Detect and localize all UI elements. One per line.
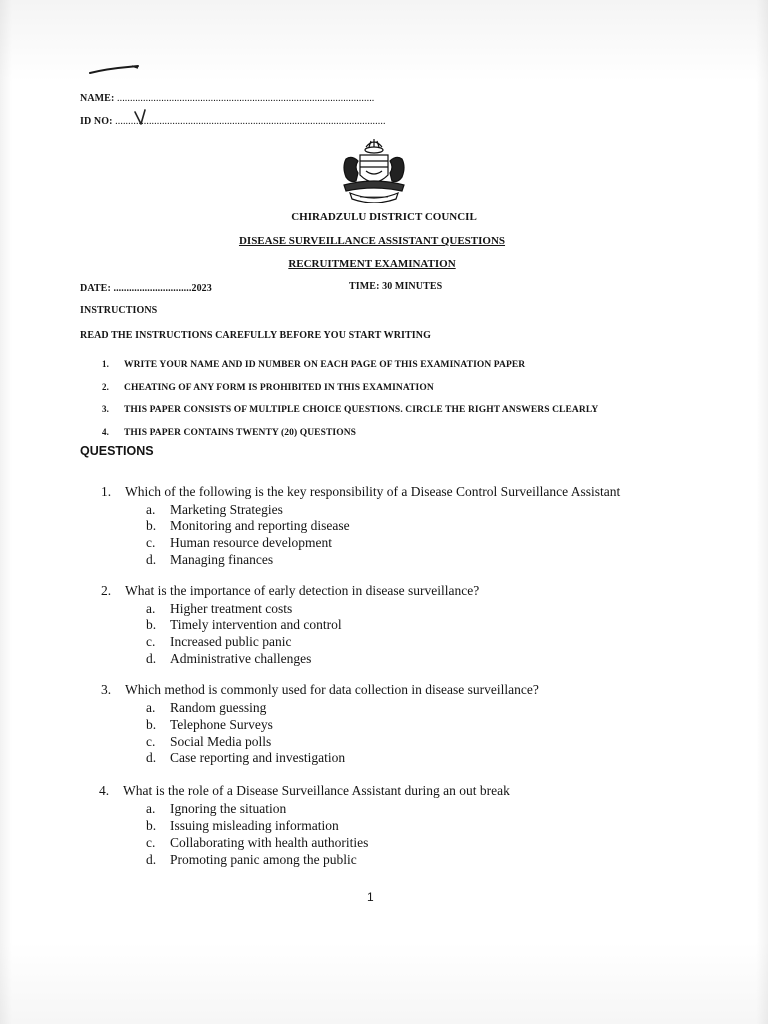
- option-text: Higher treatment costs: [170, 601, 293, 616]
- instructions-heading: INSTRUCTIONS: [80, 305, 158, 316]
- option-letter: d.: [146, 852, 157, 867]
- option-text: Marketing Strategies: [170, 502, 283, 517]
- questions-heading: QUESTIONS: [80, 444, 154, 458]
- page-edge-shadow-left: [0, 0, 12, 1024]
- question-number: 4.: [99, 783, 110, 798]
- option-letter: d.: [146, 552, 157, 567]
- id-field[interactable]: [80, 116, 386, 127]
- question-2: [101, 583, 479, 599]
- option-letter: c.: [146, 734, 156, 749]
- exam-title: RECRUITMENT EXAMINATION: [288, 258, 456, 270]
- id-label: ID NO:: [80, 116, 113, 127]
- option-letter: c.: [146, 634, 156, 649]
- option-letter: a.: [146, 700, 156, 715]
- date-value: ..............................2023: [113, 283, 212, 294]
- instruction-number: 2.: [102, 382, 109, 392]
- option-text: Monitoring and reporting disease: [170, 518, 350, 533]
- name-label: NAME:: [80, 93, 115, 104]
- option-letter: b.: [146, 617, 157, 632]
- option-letter: b.: [146, 818, 157, 833]
- option-4b[interactable]: [146, 818, 339, 834]
- option-text: Case reporting and investigation: [170, 750, 346, 765]
- option-letter: a.: [146, 502, 156, 517]
- option-text: Telephone Surveys: [170, 717, 273, 732]
- option-1d[interactable]: [146, 552, 273, 568]
- option-1c[interactable]: [146, 535, 332, 551]
- option-text: Human resource development: [170, 535, 332, 550]
- option-2d[interactable]: [146, 651, 311, 667]
- instructions-intro: READ THE INSTRUCTIONS CAREFULLY BEFORE YOU START WRITING: [80, 330, 431, 341]
- question-3: [101, 682, 539, 698]
- option-3b[interactable]: [146, 717, 273, 733]
- option-4d[interactable]: [146, 852, 357, 868]
- question-text: What is the role of a Disease Surveillance Assistant during an out break: [123, 783, 510, 798]
- option-3a[interactable]: [146, 700, 266, 716]
- instruction-item: [102, 399, 598, 417]
- council-title: CHIRADZULU DISTRICT COUNCIL: [291, 211, 477, 223]
- instruction-text: THIS PAPER CONTAINS TWENTY (20) QUESTIONS: [124, 428, 357, 438]
- option-3d[interactable]: [146, 750, 345, 766]
- option-letter: a.: [146, 601, 156, 616]
- option-letter: b.: [146, 717, 157, 732]
- option-2c[interactable]: [146, 634, 291, 650]
- question-number: 1.: [101, 484, 112, 499]
- instruction-item: [102, 354, 525, 372]
- option-letter: c.: [146, 835, 156, 850]
- option-letter: b.: [146, 518, 157, 533]
- question-4: [99, 783, 510, 799]
- subject-title: DISEASE SURVEILLANCE ASSISTANT QUESTIONS: [238, 235, 506, 247]
- instruction-text: CHEATING OF ANY FORM IS PROHIBITED IN THIS EXAMINATION: [124, 383, 434, 393]
- option-letter: d.: [146, 750, 157, 765]
- option-text: Collaborating with health authorities: [170, 835, 369, 850]
- option-text: Ignoring the situation: [170, 801, 287, 816]
- option-1a[interactable]: [146, 502, 283, 518]
- option-text: Managing finances: [170, 552, 274, 567]
- option-2a[interactable]: [146, 601, 292, 617]
- option-1b[interactable]: [146, 518, 350, 534]
- option-4a[interactable]: [146, 801, 286, 817]
- option-text: Timely intervention and control: [170, 617, 342, 632]
- option-text: Random guessing: [170, 700, 267, 715]
- instruction-text: WRITE YOUR NAME AND ID NUMBER ON EACH PAGE OF THIS EXAMINATION PAPER: [124, 360, 526, 370]
- instruction-item: [102, 377, 434, 395]
- option-letter: a.: [146, 801, 156, 816]
- option-text: Promoting panic among the public: [170, 852, 357, 867]
- time-allowed: TIME: 30 MINUTES: [349, 281, 443, 292]
- option-letter: d.: [146, 651, 157, 666]
- page-edge-shadow-right: [756, 0, 768, 1024]
- question-1: [101, 484, 620, 500]
- question-text: Which method is commonly used for data collection in disease surveillance?: [125, 682, 539, 697]
- id-dots: ........................................................................................................: [115, 116, 386, 127]
- instruction-text: THIS PAPER CONSISTS OF MULTIPLE CHOICE QUESTIONS. CIRCLE THE RIGHT ANSWERS CLEARLY: [124, 405, 599, 415]
- instruction-number: 4.: [102, 427, 109, 437]
- page-number: 1: [367, 890, 374, 904]
- name-dots: ...................................................................................................: [117, 93, 375, 104]
- option-3c[interactable]: [146, 734, 271, 750]
- question-number: 2.: [101, 583, 112, 598]
- coat-of-arms-icon: [336, 137, 412, 203]
- option-letter: c.: [146, 535, 156, 550]
- option-text: Administrative challenges: [170, 651, 312, 666]
- instruction-item: [102, 422, 356, 440]
- option-4c[interactable]: [146, 835, 368, 851]
- question-number: 3.: [101, 682, 112, 697]
- option-2b[interactable]: [146, 617, 342, 633]
- question-text: What is the importance of early detection in disease surveillance?: [125, 583, 480, 598]
- date-field: [80, 283, 212, 294]
- option-text: Increased public panic: [170, 634, 292, 649]
- date-label: DATE:: [80, 283, 111, 294]
- question-text: Which of the following is the key responsibility of a Disease Control Surveillance Assistant: [125, 484, 621, 499]
- name-field[interactable]: [80, 93, 374, 104]
- instruction-number: 3.: [102, 404, 109, 414]
- pen-scribble-icon: [88, 62, 144, 76]
- option-text: Social Media polls: [170, 734, 272, 749]
- option-text: Issuing misleading information: [170, 818, 339, 833]
- handwritten-tick-icon: [133, 108, 151, 128]
- instruction-number: 1.: [102, 359, 109, 369]
